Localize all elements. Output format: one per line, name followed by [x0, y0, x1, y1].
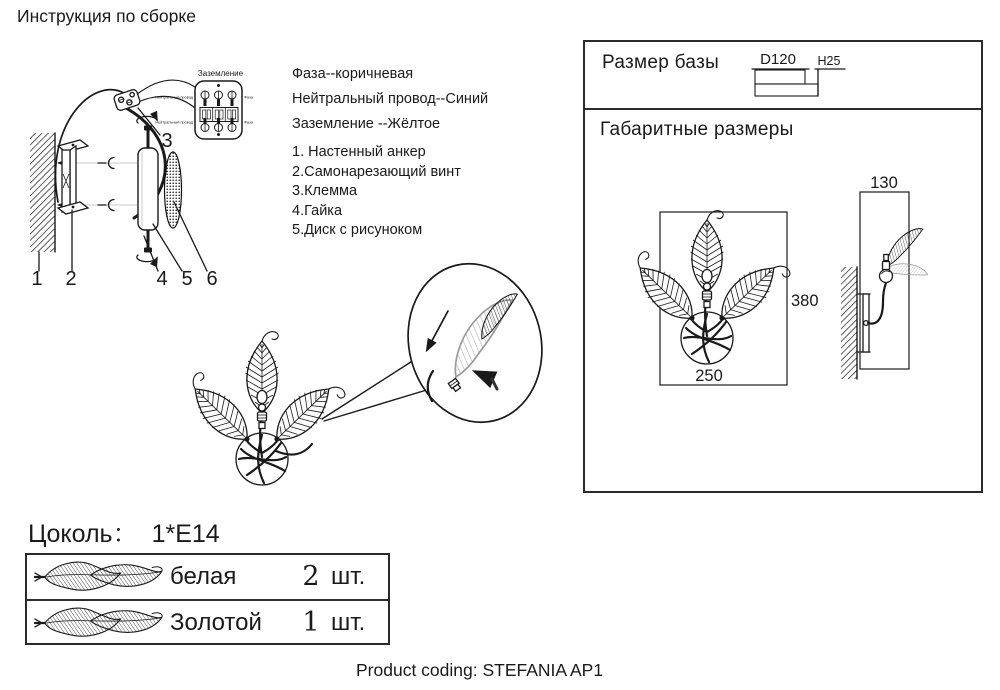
- page-title: Инструкция по сборке: [17, 6, 196, 26]
- bulb-color: Золотой: [170, 609, 262, 636]
- wire-tail: [276, 444, 312, 455]
- phase-label: Фаза: [244, 95, 253, 100]
- front-width-dim: 250: [695, 367, 723, 385]
- parts-item-5: 5.Диск с рисуноком: [292, 222, 423, 238]
- wiring-neutral: Нейтральный провод--Синий: [292, 91, 489, 107]
- callout-2: 2: [65, 268, 77, 290]
- neutral-label: Нейтральный провод: [155, 95, 193, 100]
- parts-item-3: 3.Клемма: [292, 183, 358, 199]
- lamp-assembly-drawing: [190, 255, 562, 497]
- callout-5: 5: [181, 268, 193, 290]
- backplate: [137, 116, 158, 261]
- bulb-unit: шт.: [331, 609, 366, 636]
- bulb-table: [25, 553, 390, 645]
- bulb-row-gold: [27, 599, 388, 645]
- wiring-ground: Заземление --Жёлтое: [292, 116, 441, 132]
- overall-size-section: [585, 110, 981, 491]
- dimensions-panel: [583, 40, 983, 493]
- lamp-front-view: [622, 211, 792, 364]
- callout-4: 4: [156, 268, 168, 290]
- wire: [136, 80, 195, 95]
- socket-spec: [28, 514, 220, 550]
- overall-size-drawing: [585, 110, 981, 491]
- neutral-label: Нейтральный провод: [155, 120, 193, 125]
- front-height-dim: 380: [791, 292, 819, 310]
- base-size-heading: Размер базы: [602, 52, 720, 73]
- callout-3: 3: [161, 130, 173, 152]
- terminal-screws-top: [201, 91, 236, 106]
- bulb-unit: шт.: [331, 563, 366, 590]
- parts-item-2: 2.Самонарезающий винт: [292, 163, 461, 180]
- wiring-legend: [292, 62, 488, 137]
- overall-size-heading: Габаритные размеры: [600, 119, 794, 140]
- leaf-bulb-drawing: [33, 604, 167, 642]
- base-height-label: H25: [817, 54, 841, 68]
- parts-item-1: 1. Настенный анкер: [292, 144, 426, 160]
- bulb-qty: 2: [302, 561, 320, 592]
- assembly-diagram: [10, 50, 285, 290]
- product-coding: Product coding: STEFANIA AP1: [356, 660, 604, 680]
- balloon-pointer: [324, 389, 430, 421]
- terminal-block: [155, 69, 253, 139]
- parts-item-4: 4.Гайка: [292, 202, 343, 219]
- terminal-clamp: [113, 89, 141, 112]
- base-size-section: [585, 42, 981, 110]
- self-tapping-screws: [98, 158, 114, 211]
- bulb-row-white: [27, 555, 388, 599]
- callout-1: 1: [31, 268, 43, 290]
- wiring-phase: Фаза--коричневая: [292, 66, 414, 82]
- socket-value: 1*E14: [151, 520, 220, 548]
- terminal-screws-bottom: [201, 118, 236, 132]
- lamp-front-view: [190, 332, 347, 485]
- phase-label: Фаза: [244, 120, 253, 125]
- parts-list: [292, 143, 461, 241]
- callout-6: 6: [206, 268, 218, 290]
- mounting-bracket: [58, 140, 88, 214]
- wall-hatch: [30, 133, 55, 252]
- base-diameter-label: D120: [760, 51, 796, 68]
- bulb-color: белая: [170, 563, 237, 590]
- bulb-qty: 1: [302, 607, 320, 638]
- socket-label: Цоколь：: [28, 520, 138, 548]
- side-depth-dim: 130: [870, 174, 898, 192]
- base-size-drawing: [585, 42, 981, 106]
- patterned-disc: [165, 152, 182, 228]
- lamp-side-view: [841, 221, 927, 379]
- ground-label: Заземление: [197, 69, 244, 78]
- leaf-bulb-drawing: [33, 558, 167, 596]
